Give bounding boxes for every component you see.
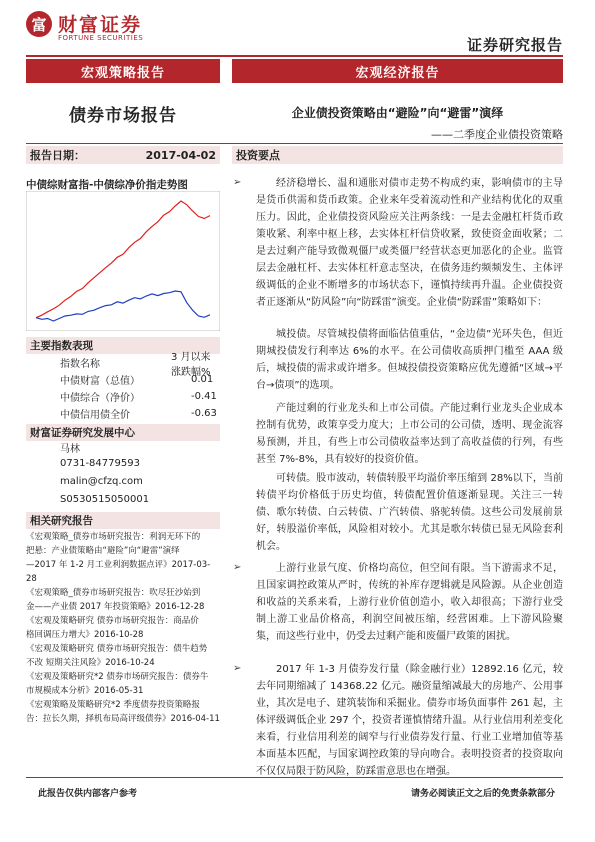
bullet-icon: ➢ bbox=[233, 177, 242, 188]
body-paragraph: 产能过剩的行业龙头和上市公司债。产能过剩行业龙头企业成本控制有优势，政策享受力度大；上市公司的公司债，透明、现金流容易预测，并且，有些上市公司债收益率达到了高收益债的行列，有些甚至 7%-8%，具有较好的投资价值。 bbox=[256, 403, 563, 465]
disclaimer-note: 请务必阅读正文之后的免责条款部分 bbox=[410, 789, 555, 799]
index-name: 中债财富（总值） bbox=[60, 376, 140, 387]
bullet-icon: ➢ bbox=[233, 562, 242, 573]
analyst-name: 马林 bbox=[60, 444, 80, 455]
footer-note: 此报告仅供内部客户参考 bbox=[38, 789, 138, 799]
table-header-row bbox=[26, 351, 220, 378]
chart-title: 中债综财富指-中债综净价指走势图 bbox=[26, 179, 188, 191]
body-paragraph: 城投债。尽管城投债将面临估值重估，“金边债”光环失色，但近期城投债发行利率达 6%的水平。在公司债收高质押门槛至 AAA 级后，城投债的需求或许增多。但城投债投资策略应优先遵循“区域→平台→债项”的选项。 bbox=[256, 329, 563, 391]
list-item[interactable]: 市规模成本分析》2016-05-31 bbox=[26, 686, 144, 696]
index-name: 中债综合（净价） bbox=[60, 393, 140, 404]
bullet-icon: ➢ bbox=[233, 663, 242, 674]
index-value: -0.63 bbox=[191, 408, 217, 419]
table-row bbox=[26, 388, 220, 405]
index-trend-chart bbox=[26, 191, 220, 331]
footer-divider bbox=[26, 777, 563, 778]
list-item[interactable]: 告：拉长久期，择机布局高评级债券》2016-04-11 bbox=[26, 714, 220, 724]
index-name: 中债信用债全价 bbox=[60, 410, 130, 421]
list-item[interactable]: 《宏观及策略研究 债券市场研究报告：债牛趋势 bbox=[26, 644, 208, 654]
logo-icon: 富 bbox=[26, 11, 52, 37]
list-item[interactable]: 《宏观策略_债券市场研究报告：吹尽狂沙始到 bbox=[26, 588, 201, 598]
related-header: 相关研究报告 bbox=[26, 512, 220, 529]
analyst-phone: 0731-84779593 bbox=[60, 458, 140, 469]
date-label: 报告日期： bbox=[30, 149, 85, 162]
indices-table bbox=[26, 351, 220, 422]
report-title: 债券市场报告 bbox=[69, 106, 177, 126]
report-type: 证券研究报告 bbox=[466, 36, 563, 54]
col-change: 3 月以来涨跌幅% bbox=[171, 351, 211, 378]
list-item[interactable]: 金——产业债 2017 年投资策略》2016-12-28 bbox=[26, 602, 205, 612]
article-title: 企业债投资策略由“避险”向“避雷”演绎 bbox=[291, 106, 504, 120]
article-subtitle: ——二季度企业债投资策略 bbox=[431, 128, 563, 141]
team-header: 财富证券研究发展中心 bbox=[26, 424, 220, 441]
index-value: 0.01 bbox=[191, 374, 214, 385]
list-item[interactable]: —2017 年 1-2 月工业利润数据点评》2017-03-28 bbox=[26, 560, 211, 584]
list-item[interactable]: 《宏观及策略研究*2 债券市场研究报告：债券牛 bbox=[26, 672, 209, 682]
body-paragraph: 上游行业景气度、价格均高位，但空间有限。当下游需求不足，且国家调控政策从严时，传统的补库存逻辑就是风险源。从企业创造和收益的关系来看，上游行业价值创造小，收入却很高；下游行业受制上游工业品价格高，利润空间被压缩，经营困难。上下游风险聚集，而这些行业中，仍受去过剩产能和废僵尸政策的困扰。 bbox=[256, 563, 563, 642]
title-divider bbox=[26, 143, 563, 144]
logo-text: 财富证券 bbox=[58, 14, 143, 36]
logo-subtitle: FORTUNE SECURITIES bbox=[58, 34, 144, 42]
category-bar-right: 宏观经济报告 bbox=[232, 59, 563, 83]
indices-header: 主要指数表现 bbox=[26, 337, 220, 354]
body-paragraph: 2017 年 1-3 月债券发行量（除金融行业）12892.16 亿元，较去年同期缩减了 14368.22 亿元。融资量缩减最大的房地产、公用事业，其次是电子、建筑装饰和采掘业。债券市场负面事件 261 起，主体评级调低企业 297 个，投资者谨慎情绪升温。从行业信用利差变化来看，行业信用利差的阔窄与行业债券发行量、行业工业增加值等基本面基本匹配，与国家调控政策的导向吻合。表明投资者的投资取向不仅仅局限于防风险，防踩雷意思也在增强。 bbox=[256, 664, 563, 777]
key-points-header: 投资要点 bbox=[232, 146, 563, 164]
table-row bbox=[26, 405, 220, 422]
category-bar-left: 宏观策略报告 bbox=[26, 59, 220, 83]
list-item[interactable]: 《宏观策略_债券市场研究报告：利润无环下的 bbox=[26, 532, 201, 542]
list-item[interactable]: 格回调压力增大》2016-10-28 bbox=[26, 630, 144, 640]
col-index-name: 指数名称 bbox=[60, 359, 100, 370]
list-item[interactable]: 把悬：产业债策略由“避险”向“避雷”演绎 bbox=[26, 546, 180, 556]
index-value: -0.41 bbox=[191, 391, 217, 402]
list-item[interactable]: 不改 短期关注风险》2016-10-24 bbox=[26, 658, 155, 668]
list-item[interactable]: 《宏观及策略研究 债券市场研究报告：商品价 bbox=[26, 616, 199, 626]
analyst-email[interactable]: malin@cfzq.com bbox=[60, 476, 143, 487]
body-paragraph: 经济稳增长、温和通胀对债市走势不构成约束，影响债市的主导是货币供需和货币政策。企业来年受着流动性和产业结构优化的双重压力。因此，企业债投资风险应关注两条线：一是去金融杠杆货币政策收紧、利率中枢上移，去实体杠杆信贷收紧，致使资金面收紧；二是去过剩产能导致微观僵尸或类僵尸经营状态更加恶化的企业。监管层去金融杠杆、去实体杠杆意志坚决，在债务违约频频发生、主体评级调低的企业不断增多的市场状态下，谨慎持续再升温。企业债投资者正逐渐从“防风险”向“防踩雷”演变。企业债“防踩雷”策略如下： bbox=[256, 178, 563, 308]
report-date bbox=[26, 146, 220, 164]
body-paragraph: 可转债。股市波动，转债转股平均溢价率压缩到 28%以下，当前转债平均价格低于历史均值，转债配置价值逐渐显现。关注三一转债、歌尔转债、白云转债、广汽转债、骆驼转债。这些公司发展前景好，转股溢价率低，风险相对较小。尤其是歌尔转债已显无风险套利机会。 bbox=[256, 473, 563, 552]
header-divider bbox=[26, 55, 563, 57]
related-reports-list bbox=[26, 530, 220, 726]
list-item[interactable]: 《宏观策略及策略研究*2 季度债券投资策略报 bbox=[26, 700, 200, 710]
analyst-license: S0530515050001 bbox=[60, 494, 150, 505]
date-value: 2017-04-02 bbox=[145, 148, 216, 162]
table-row bbox=[26, 371, 220, 388]
